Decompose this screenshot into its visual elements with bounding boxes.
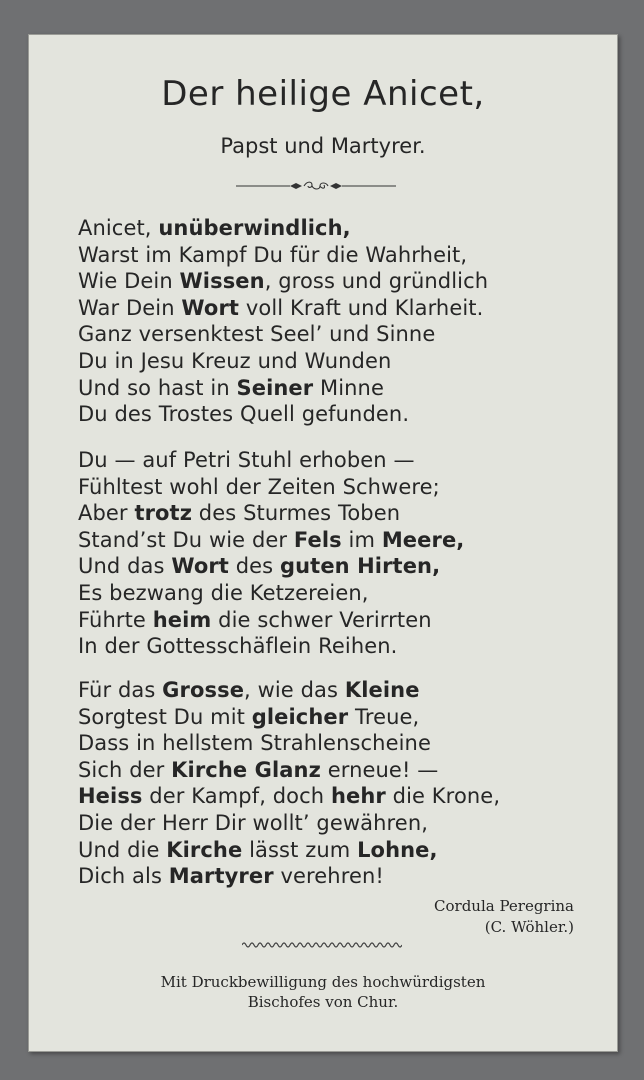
poem-line	[78, 553, 598, 580]
line-text: Du — auf Petri Stuhl erhoben —	[78, 448, 415, 472]
wave-divider	[242, 940, 402, 950]
emphasized-text: Heiss	[78, 784, 143, 809]
poem-line	[78, 783, 598, 810]
line-text: Und das	[78, 554, 172, 579]
line-text: Stand’st Du wie der	[78, 527, 294, 552]
line-text: In der Gottesschäflein Reihen.	[78, 634, 398, 659]
emphasized-text: gleicher	[251, 704, 349, 729]
line-text: erneue! —	[320, 757, 439, 782]
poem-line	[78, 474, 598, 501]
poem-line	[78, 677, 598, 704]
poem-line	[78, 704, 598, 731]
stanza-3	[78, 677, 598, 890]
line-text: Aber	[78, 501, 135, 526]
line-text: Treue,	[348, 704, 420, 729]
emphasized-text: Wort	[181, 295, 240, 320]
line-text: Führte	[78, 607, 153, 632]
poem-line	[78, 527, 598, 554]
emphasized-text: heim	[152, 607, 212, 632]
line-text: War Dein	[78, 295, 182, 320]
emphasized-text: guten Hirten,	[280, 554, 441, 579]
emphasized-text: Kirche Glanz	[171, 757, 321, 782]
poem-line	[78, 348, 598, 375]
imprimatur-line-2: Bischofes von Chur.	[247, 993, 399, 1011]
line-text: Die der Herr Dir wollt’ gewähren,	[78, 810, 429, 835]
line-text: verehren!	[273, 864, 384, 889]
line-text: Wie Dein	[78, 269, 180, 294]
imprimatur-note	[28, 972, 618, 1012]
emphasized-text: trotz	[134, 501, 193, 526]
poem-line	[78, 215, 598, 242]
emphasized-text: Lohne,	[357, 837, 438, 862]
line-text: Fühltest wohl der Zeiten Schwere;	[78, 474, 440, 499]
line-text: voll Kraft und Klarheit.	[239, 295, 484, 320]
author-pen-name: Cordula Peregrina	[434, 897, 574, 915]
line-text: Dich als	[78, 864, 169, 889]
line-text: die schwer Verirrten	[211, 607, 432, 632]
line-text: Minne	[313, 375, 384, 400]
line-text: Warst im Kampf Du für die Wahrheit,	[78, 242, 468, 267]
poem-line	[78, 837, 598, 864]
poem-line	[78, 401, 598, 428]
emphasized-text: Seiner	[236, 375, 314, 400]
line-text: , wie das	[244, 678, 345, 702]
emphasized-text: Kirche	[166, 837, 243, 862]
stanza-2	[78, 447, 598, 660]
author-real-name: (C. Wöhler.)	[484, 918, 574, 936]
emphasized-text: Wort	[171, 554, 229, 579]
poem-line	[78, 375, 598, 402]
poem-line	[78, 757, 598, 784]
emphasized-text: hehr	[330, 784, 386, 809]
line-text: , gross und gründlich	[264, 269, 489, 294]
line-text: Und die	[78, 837, 167, 862]
line-text: der Kampf, doch	[142, 784, 331, 809]
emphasized-text: unüberwindlich,	[158, 216, 351, 240]
line-text: Ganz versenktest Seel’ und Sinne	[78, 322, 436, 347]
line-text: im	[341, 527, 382, 552]
imprimatur-line-1: Mit Druckbewilligung des hochwürdigsten	[160, 973, 486, 991]
line-text: Anicet,	[78, 216, 159, 240]
line-text: Sich der	[78, 757, 172, 782]
poem-line	[78, 607, 598, 634]
line-text: des Sturmes Toben	[192, 501, 401, 526]
emphasized-text: Kleine	[344, 678, 420, 702]
poem-line	[78, 633, 598, 660]
author-signature	[434, 896, 574, 938]
line-text: Und so hast in	[78, 375, 237, 400]
line-text: die Krone,	[385, 784, 501, 809]
line-text: Für das	[78, 678, 163, 702]
poem-line	[78, 863, 598, 890]
prayer-card	[28, 34, 618, 1052]
stanza-1	[78, 215, 598, 428]
poem-line	[78, 321, 598, 348]
poem-line	[78, 810, 598, 837]
line-text: Es bezwang die Ketzereien,	[78, 580, 369, 605]
emphasized-text: Wissen	[179, 269, 265, 294]
line-text: Sorgtest Du mit	[78, 704, 252, 729]
poem-line	[78, 730, 598, 757]
emphasized-text: Fels	[293, 527, 342, 552]
emphasized-text: Martyrer	[168, 864, 274, 889]
poem-line	[78, 295, 598, 322]
page-subtitle: Papst und Martyrer.	[220, 134, 426, 158]
line-text: Du in Jesu Kreuz und Wunden	[78, 348, 392, 373]
line-text: Du des Trostes Quell gefunden.	[78, 402, 410, 427]
poem-line	[78, 447, 598, 474]
line-text: lässt zum	[242, 837, 358, 862]
line-text: des	[228, 554, 280, 579]
poem-line	[78, 242, 598, 269]
poem-line	[78, 268, 598, 295]
emphasized-text: Meere,	[381, 527, 465, 552]
poem-line	[78, 500, 598, 527]
page-title: Der heilige Anicet,	[161, 74, 485, 114]
ornament-divider	[236, 180, 396, 192]
poem-line	[78, 580, 598, 607]
emphasized-text: Grosse	[162, 678, 245, 702]
line-text: Dass in hellstem Strahlenscheine	[78, 731, 431, 756]
